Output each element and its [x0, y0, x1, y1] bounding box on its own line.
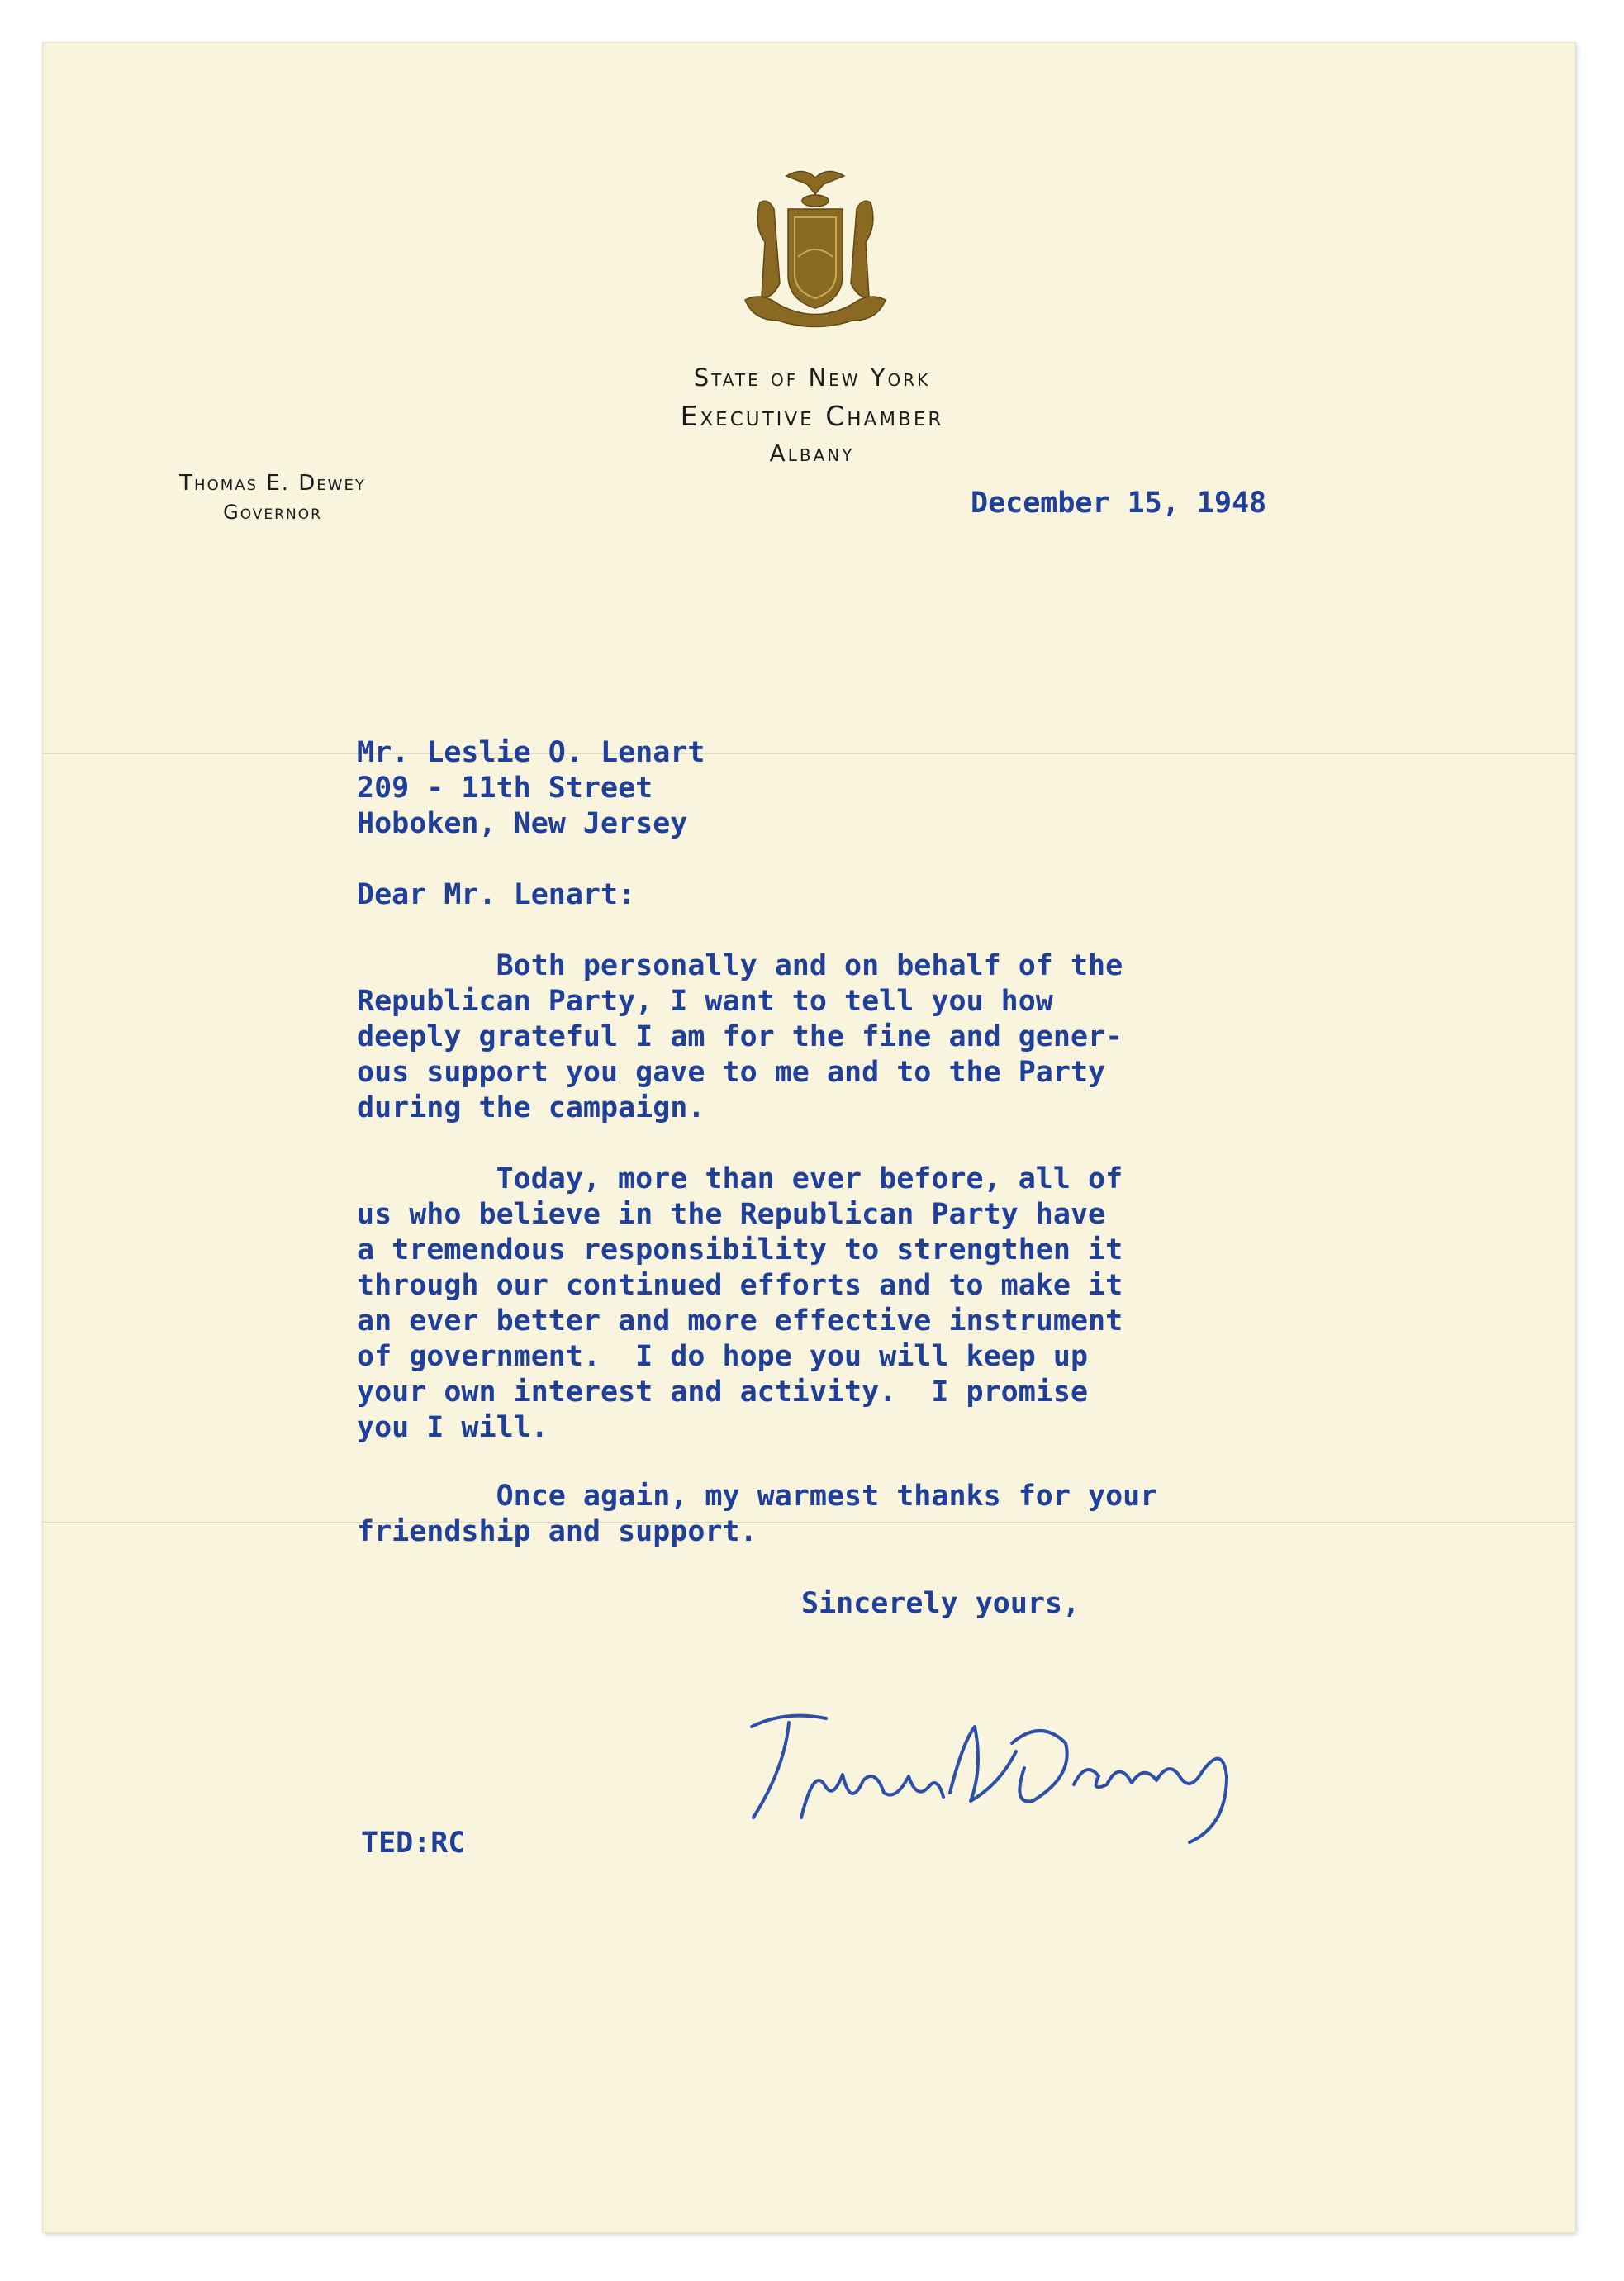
body-line: Republican Party, I want to tell you how — [357, 985, 1053, 1018]
body-line: ous support you gave to me and to the Party — [357, 1056, 1106, 1089]
letter-date: December 15, 1948 — [971, 487, 1267, 520]
body-line: a tremendous responsibility to strengthen it — [357, 1233, 1123, 1266]
body-line: Today, more than ever before, all of — [357, 1162, 1123, 1195]
body-line: Once again, my warmest thanks for your — [357, 1480, 1158, 1513]
closing: Sincerely yours, — [801, 1587, 1080, 1620]
body-line: your own interest and activity. I promise — [357, 1376, 1089, 1409]
body-line: during the campaign. — [357, 1091, 705, 1124]
fold-line — [43, 1522, 1575, 1523]
sender-title: Governor — [223, 501, 322, 524]
body-line: Both personally and on behalf of the — [357, 949, 1123, 982]
recipient-city: Hoboken, New Jersey — [357, 807, 688, 840]
body-line: friendship and support. — [357, 1515, 757, 1548]
letterhead-state: State of New York — [693, 364, 931, 392]
body-line: deeply grateful I am for the fine and gener- — [357, 1020, 1123, 1053]
fold-line — [43, 753, 1575, 754]
state-seal-emblem — [729, 159, 902, 333]
recipient-street: 209 - 11th Street — [357, 772, 653, 805]
letterhead-chamber: Executive Chamber — [680, 400, 944, 432]
reference-initials: TED:RC — [361, 1827, 466, 1860]
body-line: of government. I do hope you will keep up — [357, 1340, 1089, 1373]
recipient-name: Mr. Leslie O. Lenart — [357, 736, 705, 769]
letterhead-city: Albany — [769, 440, 855, 467]
body-line: an ever better and more effective instrument — [357, 1304, 1123, 1338]
body-line: us who believe in the Republican Party have — [357, 1198, 1106, 1231]
body-line: you I will. — [357, 1411, 548, 1444]
sender-name: Thomas E. Dewey — [179, 471, 366, 496]
handwritten-signature — [727, 1694, 1305, 1851]
body-line: through our continued efforts and to make it — [357, 1269, 1123, 1302]
salutation: Dear Mr. Lenart: — [357, 878, 636, 911]
